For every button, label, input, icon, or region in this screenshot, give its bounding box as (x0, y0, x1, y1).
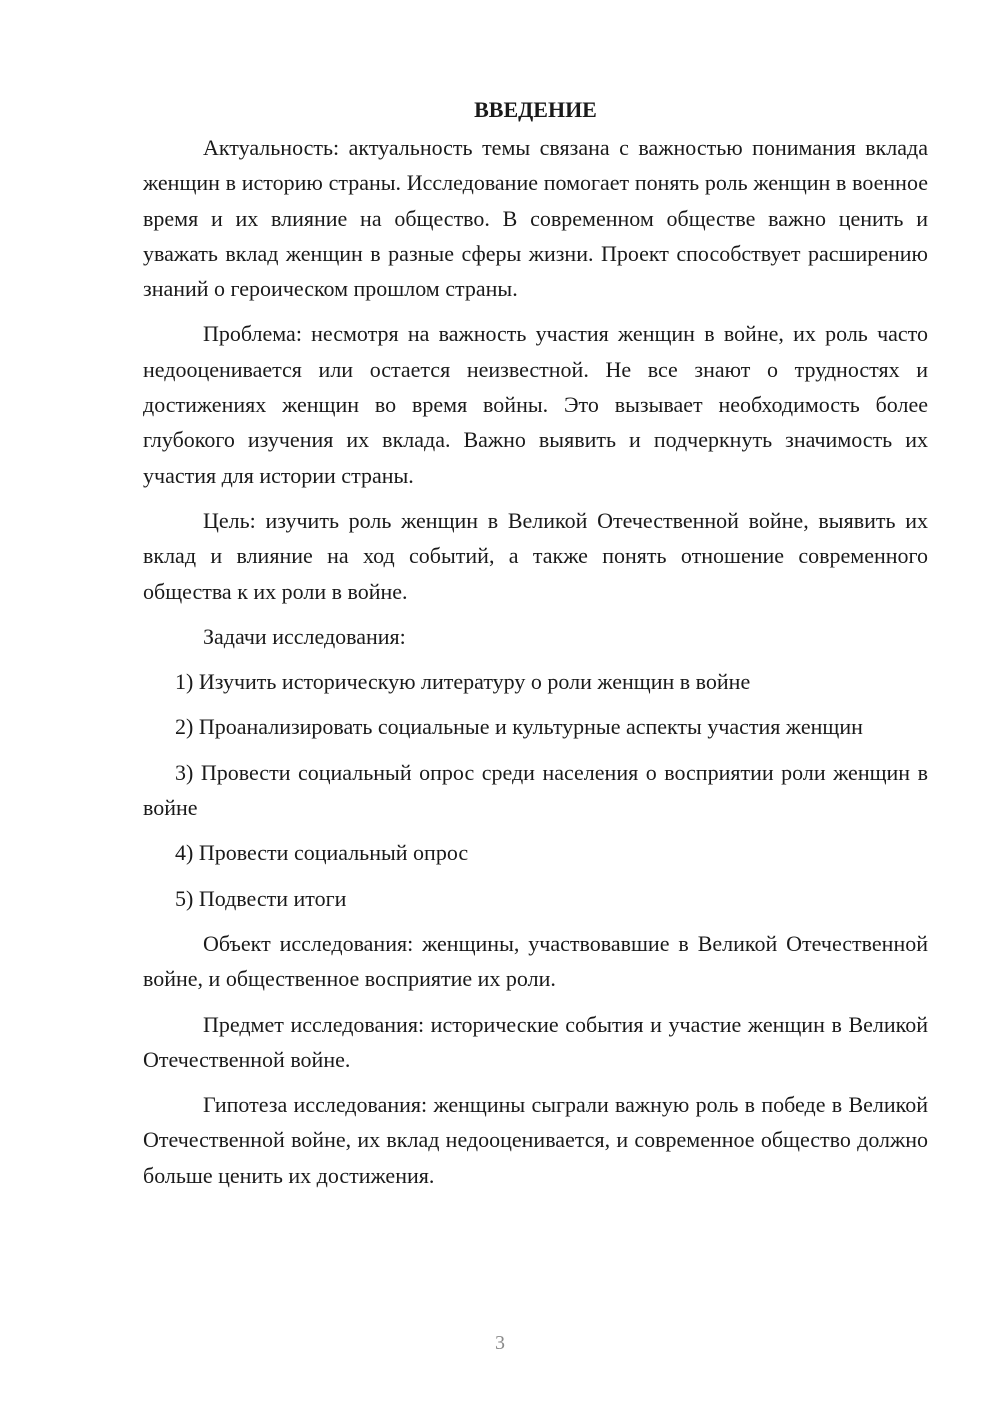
hypothesis-paragraph: Гипотеза исследования: женщины сыграли важную роль в победе в Великой Отечественной войне, их вклад недооценивается, и современное общество должно больше ценить их достижения. (143, 1092, 928, 1188)
object-paragraph: Объект исследования: женщины, участвовавшие в Великой Отечественной войне, и общественное восприятие их роли. (143, 930, 928, 992)
task-item: 3) Провести социальный опрос среди населения о восприятии роли женщин в войне (143, 759, 928, 821)
document-page (143, 92, 928, 1203)
goal-paragraph: Цель: изучить роль женщин в Великой Отечественной войне, выявить их вклад и влияние на ход событий, а также понять отношение современного общества к их роли в войне. (143, 507, 928, 604)
problem-paragraph: Проблема: несмотря на важность участия женщин в войне, их роль часто недооценивается или остается неизвестной. Не все знают о трудностях и достижениях женщин во время войны. Это вызывает необходимость более глубокого изучения их вклада. Важно выявить и подчеркнуть значимость их участия для истории страны. (143, 321, 928, 488)
section-title: ВВЕДЕНИЕ (474, 97, 597, 122)
task-item: 4) Провести социальный опрос (175, 840, 469, 866)
tasks-heading: Задачи исследования: (203, 623, 406, 649)
tasks-list (143, 664, 928, 916)
page-number: 3 (495, 1332, 505, 1354)
relevance-paragraph: Актуальность: актуальность темы связана с важностью понимания вклада женщин в историю страны. Исследование помогает понять роль женщин в военное время и их влияние на общество. В современном обществе важно ценить и уважать вклад женщин в разные сферы жизни. Проект способствует расширению знаний о героическом прошлом страны. (143, 135, 928, 302)
task-item: 2) Проанализировать социальные и культурные аспекты участия женщин (175, 714, 863, 740)
task-item: 1) Изучить историческую литературу о роли женщин в войне (175, 669, 751, 695)
task-item: 5) Подвести итоги (175, 885, 347, 911)
subject-paragraph: Предмет исследования: исторические события и участие женщин в Великой Отечественной войне. (143, 1011, 928, 1072)
